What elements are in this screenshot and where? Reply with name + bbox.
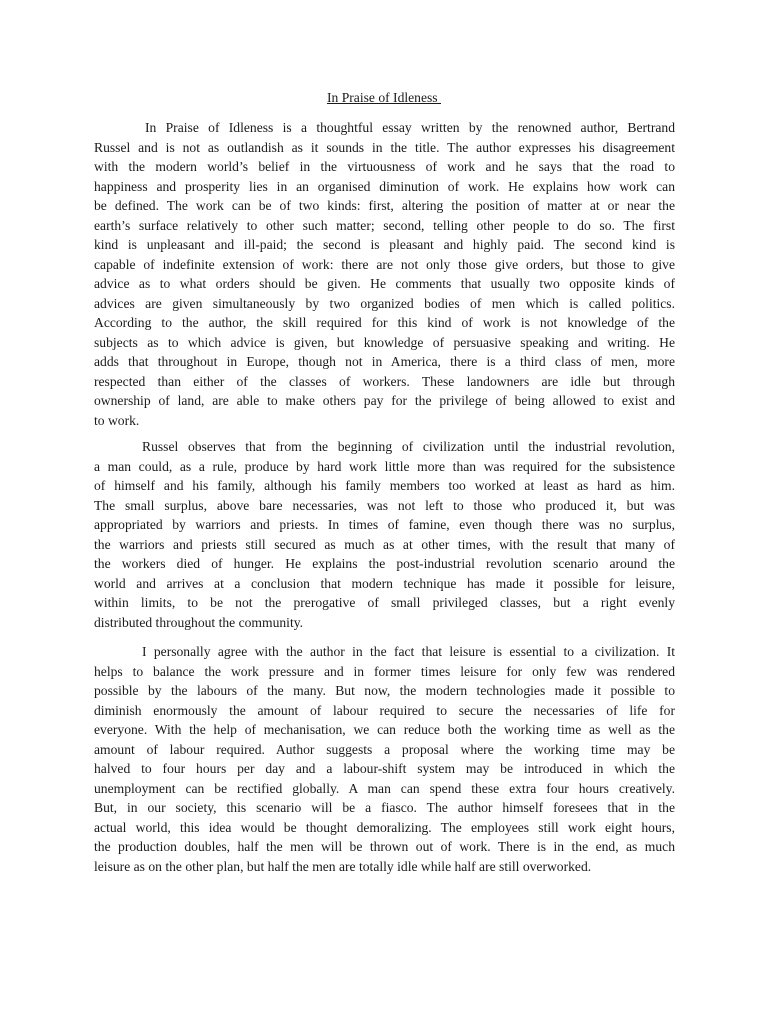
text-line: helps to balance the work pressure and in former times leisure for only few was rendered bbox=[94, 663, 675, 679]
text-line: kind is unpleasant and ill-paid; the second is pleasant and highly paid. The second kind is bbox=[94, 237, 675, 252]
text-line: leisure as on the other plan, but half the men are totally idle while half are still overworked. bbox=[94, 858, 592, 874]
text-line: The small surplus, above bare necessaries, was not left to those who produced it, but was bbox=[94, 497, 675, 513]
text-line: In Praise of Idleness is a thoughtful essay written by the renowned author, Bertrand bbox=[145, 120, 675, 135]
text-line: amount of labour required. Author suggests a proposal where the working time may be bbox=[94, 741, 675, 757]
text-line: distributed throughout the community. bbox=[94, 614, 304, 630]
text-line: diminish enormously the amount of labour required to secure the necessaries of life for bbox=[94, 702, 675, 718]
text-line: According to the author, the skill required for this kind of work is not knowledge of the bbox=[94, 315, 675, 330]
text-line: ownership of land, are able to make others pay for the privilege of being allowed to exist and bbox=[94, 393, 675, 408]
text-line: unemployment can be rectified globally. A man can spend these extra four hours creatively. bbox=[94, 780, 675, 796]
text-line: But, in our society, this scenario will be a fiasco. The author himself foresees that in the bbox=[94, 800, 675, 815]
text-line: the workers died of hunger. He explains the post-industrial revolution scenario around the bbox=[94, 556, 675, 571]
text-line: appropriated by warriors and priests. In times of famine, even though there was no surplus, bbox=[94, 517, 675, 532]
text-line: I personally agree with the author in the fact that leisure is essential to a civilization. It bbox=[142, 644, 675, 659]
text-line: advice as to what orders should be given. He comments that usually two opposite kinds of bbox=[94, 276, 675, 291]
text-line: halved to four hours per day and a labour-shift system may be introduced in which the bbox=[94, 761, 675, 776]
text-line: to work. bbox=[94, 412, 140, 428]
text-line: world and arrives at a conclusion that modern technique has made it possible for leisure, bbox=[94, 575, 675, 591]
text-line: respected than either of the classes of workers. These landowners are idle but through bbox=[94, 373, 675, 389]
text-line: the warriors and priests still secured as much as at other times, with the result that many of bbox=[94, 536, 675, 552]
document-title: In Praise of Idleness bbox=[326, 90, 441, 105]
text-line: with the modern world’s belief in the virtuousness of work and he says that the road to bbox=[94, 159, 675, 174]
text-line: actual world, this idea would be thought demoralizing. The employees still work eight hours, bbox=[94, 819, 675, 835]
text-line: possible by the labours of the many. But now, the modern technologies made it possible to bbox=[94, 683, 675, 698]
text-line: advices are given simultaneously by two organized bodies of men which is called politics. bbox=[94, 295, 675, 311]
text-line: Russel observes that from the beginning of civilization until the industrial revolution, bbox=[142, 439, 675, 454]
text-line: everyone. With the help of mechanisation, we can reduce both the working time as well as the bbox=[94, 722, 675, 737]
paragraph-3 bbox=[94, 642, 675, 876]
paragraph-2 bbox=[94, 437, 675, 632]
text-line: the production doubles, half the men will be thrown out of work. There is in the end, as much bbox=[94, 839, 675, 854]
paragraph-1 bbox=[94, 118, 675, 430]
text-line: subjects as to which advice is given, but knowledge of persuasive speaking and writing. He bbox=[94, 334, 675, 350]
text-line: adds that throughout in Europe, though not in America, there is a third class of men, more bbox=[94, 354, 675, 369]
text-line: within limits, to be not the prerogative of small privileged classes, but a right evenly bbox=[94, 595, 675, 610]
text-line: be defined. The work can be of two kinds: first, altering the position of matter at or near the bbox=[94, 198, 675, 213]
text-line: earth’s surface relatively to other such matter; second, telling other people to do so. The first bbox=[94, 217, 675, 233]
text-line: happiness and prosperity lies in an organised diminution of work. He explains how work can bbox=[94, 178, 675, 194]
text-line: of himself and his family, although his family members too worked at least as hard as him. bbox=[94, 478, 675, 493]
text-line: Russel and is not as outlandish as it sounds in the title. The author expresses his disagreement bbox=[94, 139, 675, 155]
text-line: a man could, as a rule, produce by hard work little more than was required for the subsistence bbox=[94, 458, 675, 474]
text-line: capable of indefinite extension of work: there are not only those give orders, but those to give bbox=[94, 256, 675, 272]
